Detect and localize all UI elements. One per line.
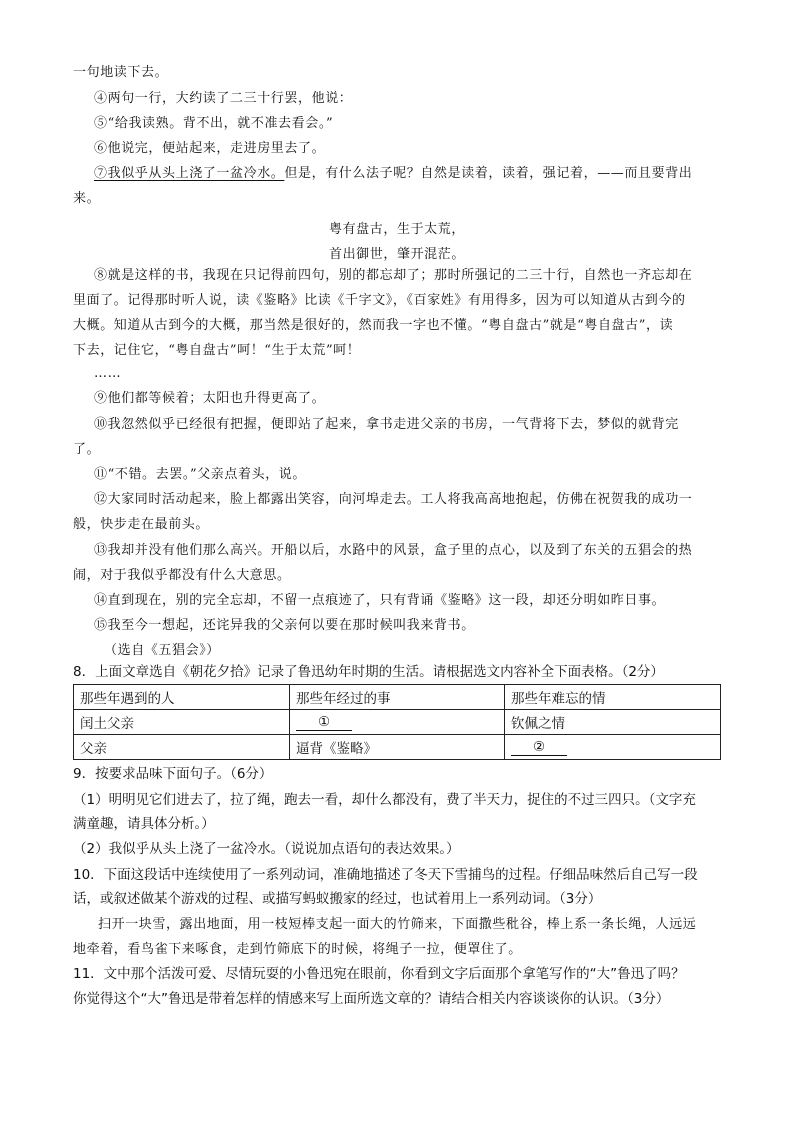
passage-line: 了。 [73, 442, 101, 457]
answer-blank-cell [290, 710, 505, 735]
underlined-sentence: ⑦我似乎从头上浇了一盆冷水。 [94, 166, 285, 181]
question-10-quote-cont: 地牵着，看鸟雀下来啄食，走到竹筛底下的时候，将绳子一拉，便罩住了。 [73, 942, 522, 957]
question-9-stem: 9．按要求品味下面句子。（6分） [73, 766, 273, 782]
passage-line: 里面了。记得那时听人说，读《鉴略》比读《千字文》，《百家姓》有用得多，因为可以知道从古到今的 [73, 293, 686, 308]
passage-paragraph-14: ⑭直到现在，别的完全忘却，不留一点痕迹了，只有背诵《鉴略》这一段，却还分明如昨日事。 [94, 593, 666, 608]
passage-text: 但是，有什么法子呢？自然是读着，读着，强记着，——而且要背出 [284, 166, 693, 181]
answer-blank-2[interactable]: ② [511, 739, 567, 756]
table-row [74, 710, 721, 735]
poem-line-2: 首出御世，肇开混茫。 [328, 247, 465, 262]
passage-paragraph-10: ⑩我忽然似乎已经很有把握，便即站了起来，拿书走进父亲的书房，一气背将下去，梦似的就背完 [94, 417, 679, 432]
passage-line: 下去，记住它，“粤自盘古”呵！“生于太荒”呵！ [73, 343, 361, 358]
passage-paragraph-6: ⑥他说完，便站起来，走进房里去了。 [94, 141, 326, 156]
passage-paragraph-5: ⑤“给我读熟。背不出，就不准去看会。” [94, 116, 334, 131]
passage-paragraph-7 [94, 167, 692, 180]
passage-paragraph-12: ⑫大家同时活动起来，脸上都露出笑容，向河埠走去。工人将我高高地抱起，仿佛在祝贺我的成功一 [94, 492, 693, 507]
passage-line: 来。 [73, 191, 101, 206]
passage-paragraph-4: ④两句一行，大约读了二三十行罢，他说： [94, 91, 353, 106]
question-9-part-1-cont: 满童趣，请具体分析。） [73, 816, 215, 832]
table-cell: 钦佩之情 [505, 710, 721, 735]
table-header-cell: 那些年遇到的人 [74, 685, 290, 710]
passage-line: 闹，对于我似乎都没有什么大意思。 [73, 568, 291, 583]
table-header-cell: 那些年难忘的情 [505, 685, 721, 710]
question-10-stem-cont: 话，或叙述做某个游戏的过程、或描写蚂蚁搬家的经过，也试着用上一系列动词。（3分） [73, 891, 602, 907]
passage-paragraph-8: ⑧就是这样的书，我现在只记得前四句，别的都忘却了；那时所强记的二三十行，自然也一齐忘却在 [94, 268, 693, 283]
table-cell: 闰土父亲 [74, 710, 290, 735]
ellipsis: …… [94, 366, 122, 381]
question-10-quote: 扫开一块雪，露出地面，用一枝短棒支起一面大的竹筛来，下面撒些秕谷，棒上系一条长绳，人远远 [98, 917, 697, 932]
passage-paragraph-13: ⑬我却并没有他们那么高兴。开船以后，水路中的风景，盒子里的点心，以及到了东关的五猖会的热 [94, 543, 693, 558]
question-9-part-1: （1）明明见它们进去了，拉了绳，跑去一看，却什么都没有，费了半天力，捉住的不过三四只。（文字充 [73, 792, 696, 808]
poem-line-1: 粤有盘古，生于太荒， [328, 222, 465, 237]
table-header-cell: 那些年经过的事 [290, 685, 505, 710]
question-9-part-2: （2）我似乎从头上浇了一盆冷水。（说说加点语句的表达效果。） [73, 841, 460, 857]
passage-paragraph-15: ⑮我至今一想起，还诧异我的父亲何以要在那时候叫我来背书。 [94, 618, 475, 633]
passage-paragraph-9: ⑨他们都等候着；太阳也升得更高了。 [94, 391, 326, 406]
question-11-stem: 11．文中那个活泼可爱、尽情玩耍的小鲁迅宛在眼前，你看到文字后面那个拿笔写作的“大”鲁迅了吗？ [73, 966, 685, 982]
question-8-table [73, 684, 721, 760]
table-row [74, 735, 721, 760]
table-header-row [74, 685, 721, 710]
table-cell: 逼背《鉴略》 [290, 735, 505, 760]
passage-line: 大概。知道从古到今的大概，那当然是很好的，然而我一字也不懂。“粤自盘古”就是“粤自盘古”，读 [73, 318, 674, 333]
passage-line: 一句地读下去。 [73, 65, 169, 80]
question-11-stem-cont: 你觉得这个“大”鲁迅是带着怎样的情感来写上面所选文章的？请结合相关内容谈谈你的认识。（3分） [73, 991, 670, 1007]
passage-line: 般，快步走在最前头。 [73, 517, 210, 532]
question-10-stem: 10．下面这段话中连续使用了一系列动词，准确地描述了冬天下雪捕鸟的过程。仔细品味然后自己写一段 [73, 867, 698, 883]
passage-paragraph-11: ⑪“不错。去罢。”父亲点着头，说。 [94, 467, 306, 482]
table-cell: 父亲 [74, 735, 290, 760]
answer-blank-cell [505, 735, 721, 760]
source-citation: （选自《五猖会》） [104, 643, 220, 658]
answer-blank-1[interactable]: ① [296, 714, 352, 731]
question-8-stem: 8．上面文章选自《朝花夕拾》记录了鲁迅幼年时期的生活。请根据选文内容补全下面表格。（2分） [73, 664, 664, 680]
